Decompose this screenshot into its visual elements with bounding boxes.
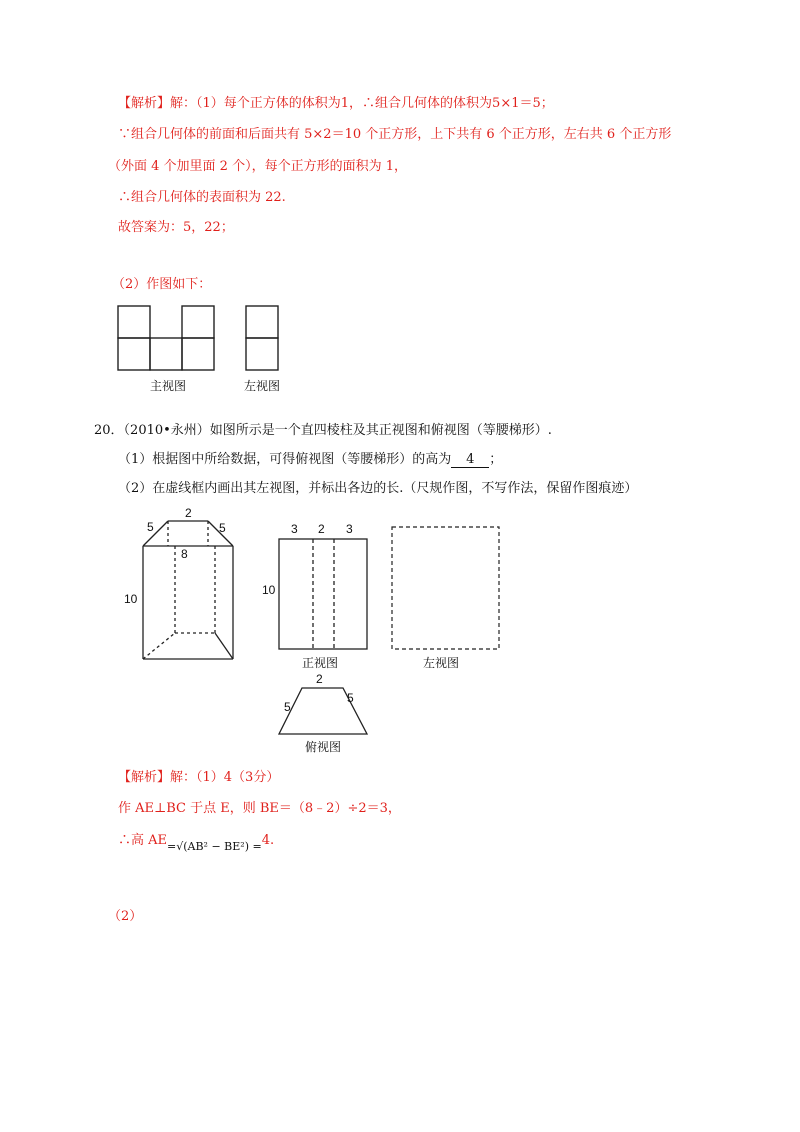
q1-prefix: （1）根据图中所给数据，可得俯视图（等腰梯形）的高为 bbox=[118, 452, 452, 467]
top-view-label-right: 5 bbox=[347, 691, 354, 705]
question-20-part-1 bbox=[118, 451, 502, 469]
left-view-caption-20: 左视图 bbox=[423, 656, 460, 670]
top-view-label-top: 2 bbox=[316, 672, 323, 686]
front-view-label-left: 3 bbox=[291, 522, 298, 536]
front-view-cell bbox=[118, 338, 150, 370]
front-view-cell bbox=[150, 338, 182, 370]
analysis-line-6: （2）作图如下： bbox=[112, 277, 212, 292]
left-view-frame bbox=[392, 527, 499, 649]
analysis2-line-4: （2） bbox=[108, 909, 143, 924]
front-view-cell bbox=[182, 338, 214, 370]
left-view-caption: 左视图 bbox=[244, 379, 281, 393]
analysis2-formula: =√(AB² − BE²) = bbox=[167, 840, 262, 853]
top-view-caption: 俯视图 bbox=[305, 740, 342, 754]
question-20-stem: 20．（2010•永州）如图所示是一个直四棱柱及其正视图和俯视图（等腰梯形）. bbox=[94, 423, 552, 438]
front-view-cell bbox=[182, 306, 214, 338]
front-view-figure bbox=[279, 539, 367, 649]
analysis-line-3: （外面 4 个加里面 2 个），每个正方形的面积为 1， bbox=[108, 159, 407, 174]
analysis-line-4: ∴组合几何体的表面积为 22. bbox=[118, 190, 286, 205]
prism-label-right-slant: 5 bbox=[219, 521, 226, 535]
prism-label-left-slant: 5 bbox=[147, 520, 154, 534]
q1-answer-blank: 4 bbox=[451, 453, 489, 468]
question-20-part-2: （2）在虚线框内画出其左视图，并标出各边的长.（尺规作图，不写作法，保留作图痕迹） bbox=[118, 481, 638, 496]
analysis-line-1: 【解析】解：（1）每个正方体的体积为1，∴组合几何体的体积为5×1＝5； bbox=[118, 96, 554, 111]
analysis2-line-3-suffix: 4. bbox=[261, 833, 275, 848]
front-view-caption: 主视图 bbox=[150, 379, 187, 393]
analysis2-line-3 bbox=[118, 832, 275, 853]
prism-label-height: 10 bbox=[124, 592, 138, 606]
front-view-cell bbox=[118, 306, 150, 338]
front-view-label-right: 3 bbox=[346, 522, 353, 536]
prism-label-top: 2 bbox=[185, 506, 192, 520]
analysis-line-2: ∵组合几何体的前面和后面共有 5×2＝10 个正方形，上下共有 6 个正方形，左右共 6 个正方形 bbox=[118, 127, 672, 142]
top-view-label-left: 5 bbox=[284, 700, 291, 714]
prism-figure bbox=[143, 521, 233, 659]
analysis-line-5: 故答案为：5，22； bbox=[118, 220, 234, 235]
front-view-caption-20: 正视图 bbox=[302, 656, 339, 670]
analysis2-line-2: 作 AE⊥BC 于点 E，则 BE＝（8﹣2）÷2＝3， bbox=[118, 801, 401, 816]
front-view-label-mid: 2 bbox=[318, 522, 325, 536]
q1-suffix: ； bbox=[489, 452, 503, 467]
left-view-cell bbox=[246, 306, 278, 338]
analysis2-line-3-prefix: ∴高 AE bbox=[118, 833, 168, 848]
front-view-label-height: 10 bbox=[262, 583, 276, 597]
left-view-cell bbox=[246, 338, 278, 370]
analysis2-line-1: 【解析】解：（1）4（3分） bbox=[118, 770, 280, 785]
prism-label-inner: 8 bbox=[181, 547, 188, 561]
